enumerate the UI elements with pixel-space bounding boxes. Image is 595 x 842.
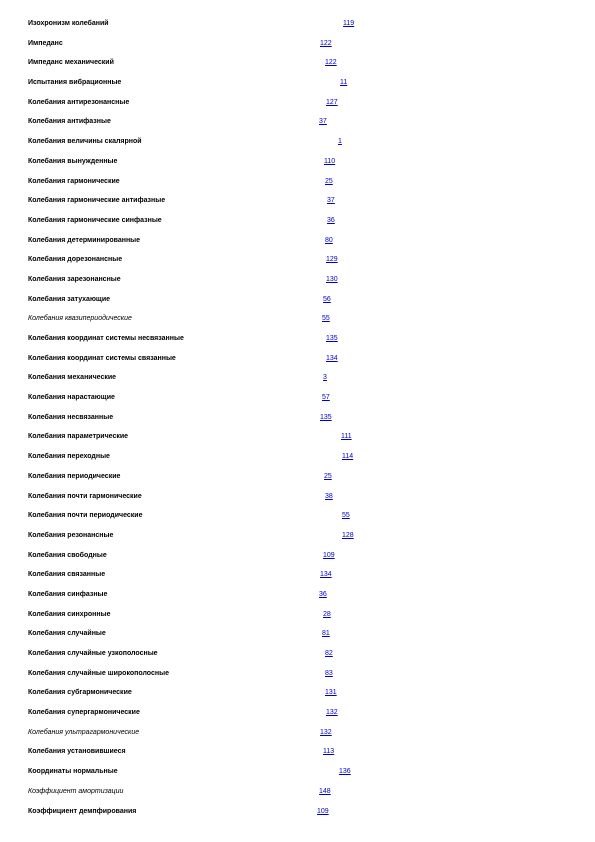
index-entry bbox=[0, 782, 595, 802]
index-term: Испытания вибрационные bbox=[28, 79, 122, 87]
index-entry bbox=[0, 624, 595, 644]
index-entry bbox=[0, 388, 595, 408]
page-number-link[interactable]: 134 bbox=[326, 354, 338, 362]
page-number-link[interactable]: 25 bbox=[325, 177, 333, 185]
index-term: Колебания несвязанные bbox=[28, 413, 114, 421]
page-number-link[interactable]: 129 bbox=[326, 256, 338, 264]
index-term: Колебания антифазные bbox=[28, 118, 111, 126]
index-term: Колебания связанные bbox=[28, 571, 106, 579]
index-entry bbox=[0, 309, 595, 329]
index-entry bbox=[0, 231, 595, 251]
index-entry bbox=[0, 73, 595, 93]
index-term: Колебания квазипериодические bbox=[28, 315, 132, 323]
index-entry bbox=[0, 112, 595, 132]
index-entry bbox=[0, 487, 595, 507]
index-term: Колебания координат системы несвязанные bbox=[28, 335, 184, 342]
index-entry bbox=[0, 447, 595, 467]
index-term: Колебания синхронные bbox=[28, 610, 111, 618]
index-entry bbox=[0, 546, 595, 566]
page-number-link[interactable]: 56 bbox=[323, 295, 331, 303]
page-number-link[interactable]: 135 bbox=[320, 413, 332, 421]
index-term: Колебания установившиеся bbox=[28, 748, 126, 756]
index-term: Колебания механические bbox=[28, 374, 117, 382]
index-term: Колебания переходные bbox=[28, 453, 110, 461]
index-term: Колебания резонансные bbox=[28, 531, 114, 539]
index-entry bbox=[0, 526, 595, 546]
index-entry bbox=[0, 290, 595, 310]
index-term: Колебания вынужденные bbox=[28, 157, 118, 165]
index-term: Колебания синфазные bbox=[28, 590, 108, 598]
index-entry bbox=[0, 644, 595, 664]
index-entry bbox=[0, 329, 595, 349]
index-term: Колебания свободные bbox=[28, 551, 107, 559]
index-entry bbox=[0, 14, 595, 34]
page-number-link[interactable]: 55 bbox=[342, 512, 350, 520]
page-number-link[interactable]: 38 bbox=[325, 492, 333, 500]
index-term: Колебания периодические bbox=[28, 472, 121, 480]
index-term: Колебания величины скалярной bbox=[28, 138, 142, 146]
page-number-link[interactable]: 37 bbox=[319, 118, 327, 126]
index-entry bbox=[0, 132, 595, 152]
index-term: Коэффициент демпфирования bbox=[28, 807, 137, 815]
page-number-link[interactable]: 134 bbox=[320, 571, 332, 579]
index-term: Колебания случайные широкополосные bbox=[28, 669, 169, 677]
index-term: Колебания гармонические антифазные bbox=[28, 197, 166, 205]
index-entry bbox=[0, 605, 595, 625]
subject-index bbox=[0, 14, 595, 821]
index-entry bbox=[0, 802, 595, 822]
page-number-link[interactable]: 122 bbox=[325, 59, 337, 67]
index-entry bbox=[0, 349, 595, 369]
index-term: Колебания гармонические bbox=[28, 177, 120, 185]
index-term: Колебания детерминированные bbox=[28, 236, 141, 244]
index-entry bbox=[0, 34, 595, 54]
index-term: Колебания ультрагармонические bbox=[28, 728, 140, 736]
index-entry bbox=[0, 93, 595, 113]
index-term: Колебания почти гармонические bbox=[28, 492, 142, 500]
index-term: Импеданс механический bbox=[28, 59, 114, 67]
index-term: Колебания почти периодические bbox=[28, 512, 143, 520]
index-entry bbox=[0, 250, 595, 270]
index-entry bbox=[0, 270, 595, 290]
index-term: Колебания антирезонансные bbox=[28, 98, 130, 106]
index-entry bbox=[0, 191, 595, 211]
page-number-link[interactable]: 109 bbox=[317, 807, 329, 815]
page-number-link[interactable]: 110 bbox=[324, 157, 336, 165]
page-number-link[interactable]: 136 bbox=[339, 768, 351, 776]
page-number-link[interactable]: 127 bbox=[326, 98, 338, 106]
page-number-link[interactable]: 122 bbox=[320, 39, 332, 47]
index-term: Колебания супергармонические bbox=[28, 709, 140, 717]
page-number-link[interactable]: 37 bbox=[327, 197, 335, 205]
index-term: Колебания субгармонические bbox=[28, 689, 132, 697]
page-number-link[interactable]: 131 bbox=[325, 689, 337, 697]
page-number-link[interactable]: 132 bbox=[326, 709, 338, 717]
index-entry bbox=[0, 723, 595, 743]
index-entry bbox=[0, 585, 595, 605]
index-entry bbox=[0, 408, 595, 428]
page-number-link[interactable]: 114 bbox=[342, 453, 354, 461]
index-entry bbox=[0, 762, 595, 782]
page-number-link[interactable]: 83 bbox=[325, 669, 333, 677]
page-number-link[interactable]: 3 bbox=[323, 374, 327, 382]
page-number-link[interactable]: 1 bbox=[338, 138, 342, 146]
index-term: Коэффициент амортизации bbox=[28, 787, 124, 795]
page-number-link[interactable]: 36 bbox=[319, 590, 327, 598]
page-number-link[interactable]: 25 bbox=[324, 472, 332, 480]
page-number-link[interactable]: 128 bbox=[342, 531, 354, 539]
index-entry bbox=[0, 565, 595, 585]
index-entry bbox=[0, 703, 595, 723]
page-number-link[interactable]: 132 bbox=[320, 728, 332, 736]
page-number-link[interactable]: 36 bbox=[327, 216, 335, 224]
index-entry bbox=[0, 683, 595, 703]
index-entry bbox=[0, 467, 595, 487]
page-number-link[interactable]: 148 bbox=[319, 787, 331, 795]
page-number-link[interactable]: 130 bbox=[326, 275, 338, 283]
page-number-link[interactable]: 111 bbox=[341, 433, 352, 441]
page-number-link[interactable]: 81 bbox=[322, 630, 330, 638]
index-term: Колебания случайные узкополосные bbox=[28, 650, 158, 657]
index-entry bbox=[0, 506, 595, 526]
index-term: Колебания координат системы связанные bbox=[28, 354, 176, 362]
index-entry bbox=[0, 211, 595, 231]
page-number-link[interactable]: 57 bbox=[322, 394, 330, 402]
page-number-link[interactable]: 82 bbox=[325, 650, 333, 657]
index-entry bbox=[0, 172, 595, 192]
index-entry bbox=[0, 152, 595, 172]
index-term: Колебания гармонические синфазные bbox=[28, 216, 162, 224]
page-number-link[interactable]: 55 bbox=[322, 315, 330, 323]
index-entry bbox=[0, 53, 595, 73]
page-number-link[interactable]: 119 bbox=[343, 20, 355, 27]
index-term: Импеданс bbox=[28, 39, 63, 47]
index-entry bbox=[0, 664, 595, 684]
page-number-link[interactable]: 80 bbox=[325, 236, 333, 244]
page-number-link[interactable]: 11 bbox=[340, 79, 348, 87]
index-entry bbox=[0, 368, 595, 388]
page-number-link[interactable]: 135 bbox=[326, 335, 338, 342]
page-number-link[interactable]: 28 bbox=[323, 610, 331, 618]
index-term: Координаты нормальные bbox=[28, 768, 118, 776]
index-entry bbox=[0, 427, 595, 447]
index-term: Колебания нарастающие bbox=[28, 394, 115, 402]
index-term: Колебания затухающие bbox=[28, 295, 111, 303]
index-term: Колебания параметрические bbox=[28, 433, 129, 441]
index-term: Колебания случайные bbox=[28, 630, 106, 638]
index-term: Колебания дорезонансные bbox=[28, 256, 123, 264]
index-term: Изохронизм колебаний bbox=[28, 20, 109, 27]
page-number-link[interactable]: 109 bbox=[323, 551, 335, 559]
page-number-link[interactable]: 113 bbox=[323, 748, 335, 756]
index-entry bbox=[0, 742, 595, 762]
index-term: Колебания зарезонансные bbox=[28, 275, 121, 283]
